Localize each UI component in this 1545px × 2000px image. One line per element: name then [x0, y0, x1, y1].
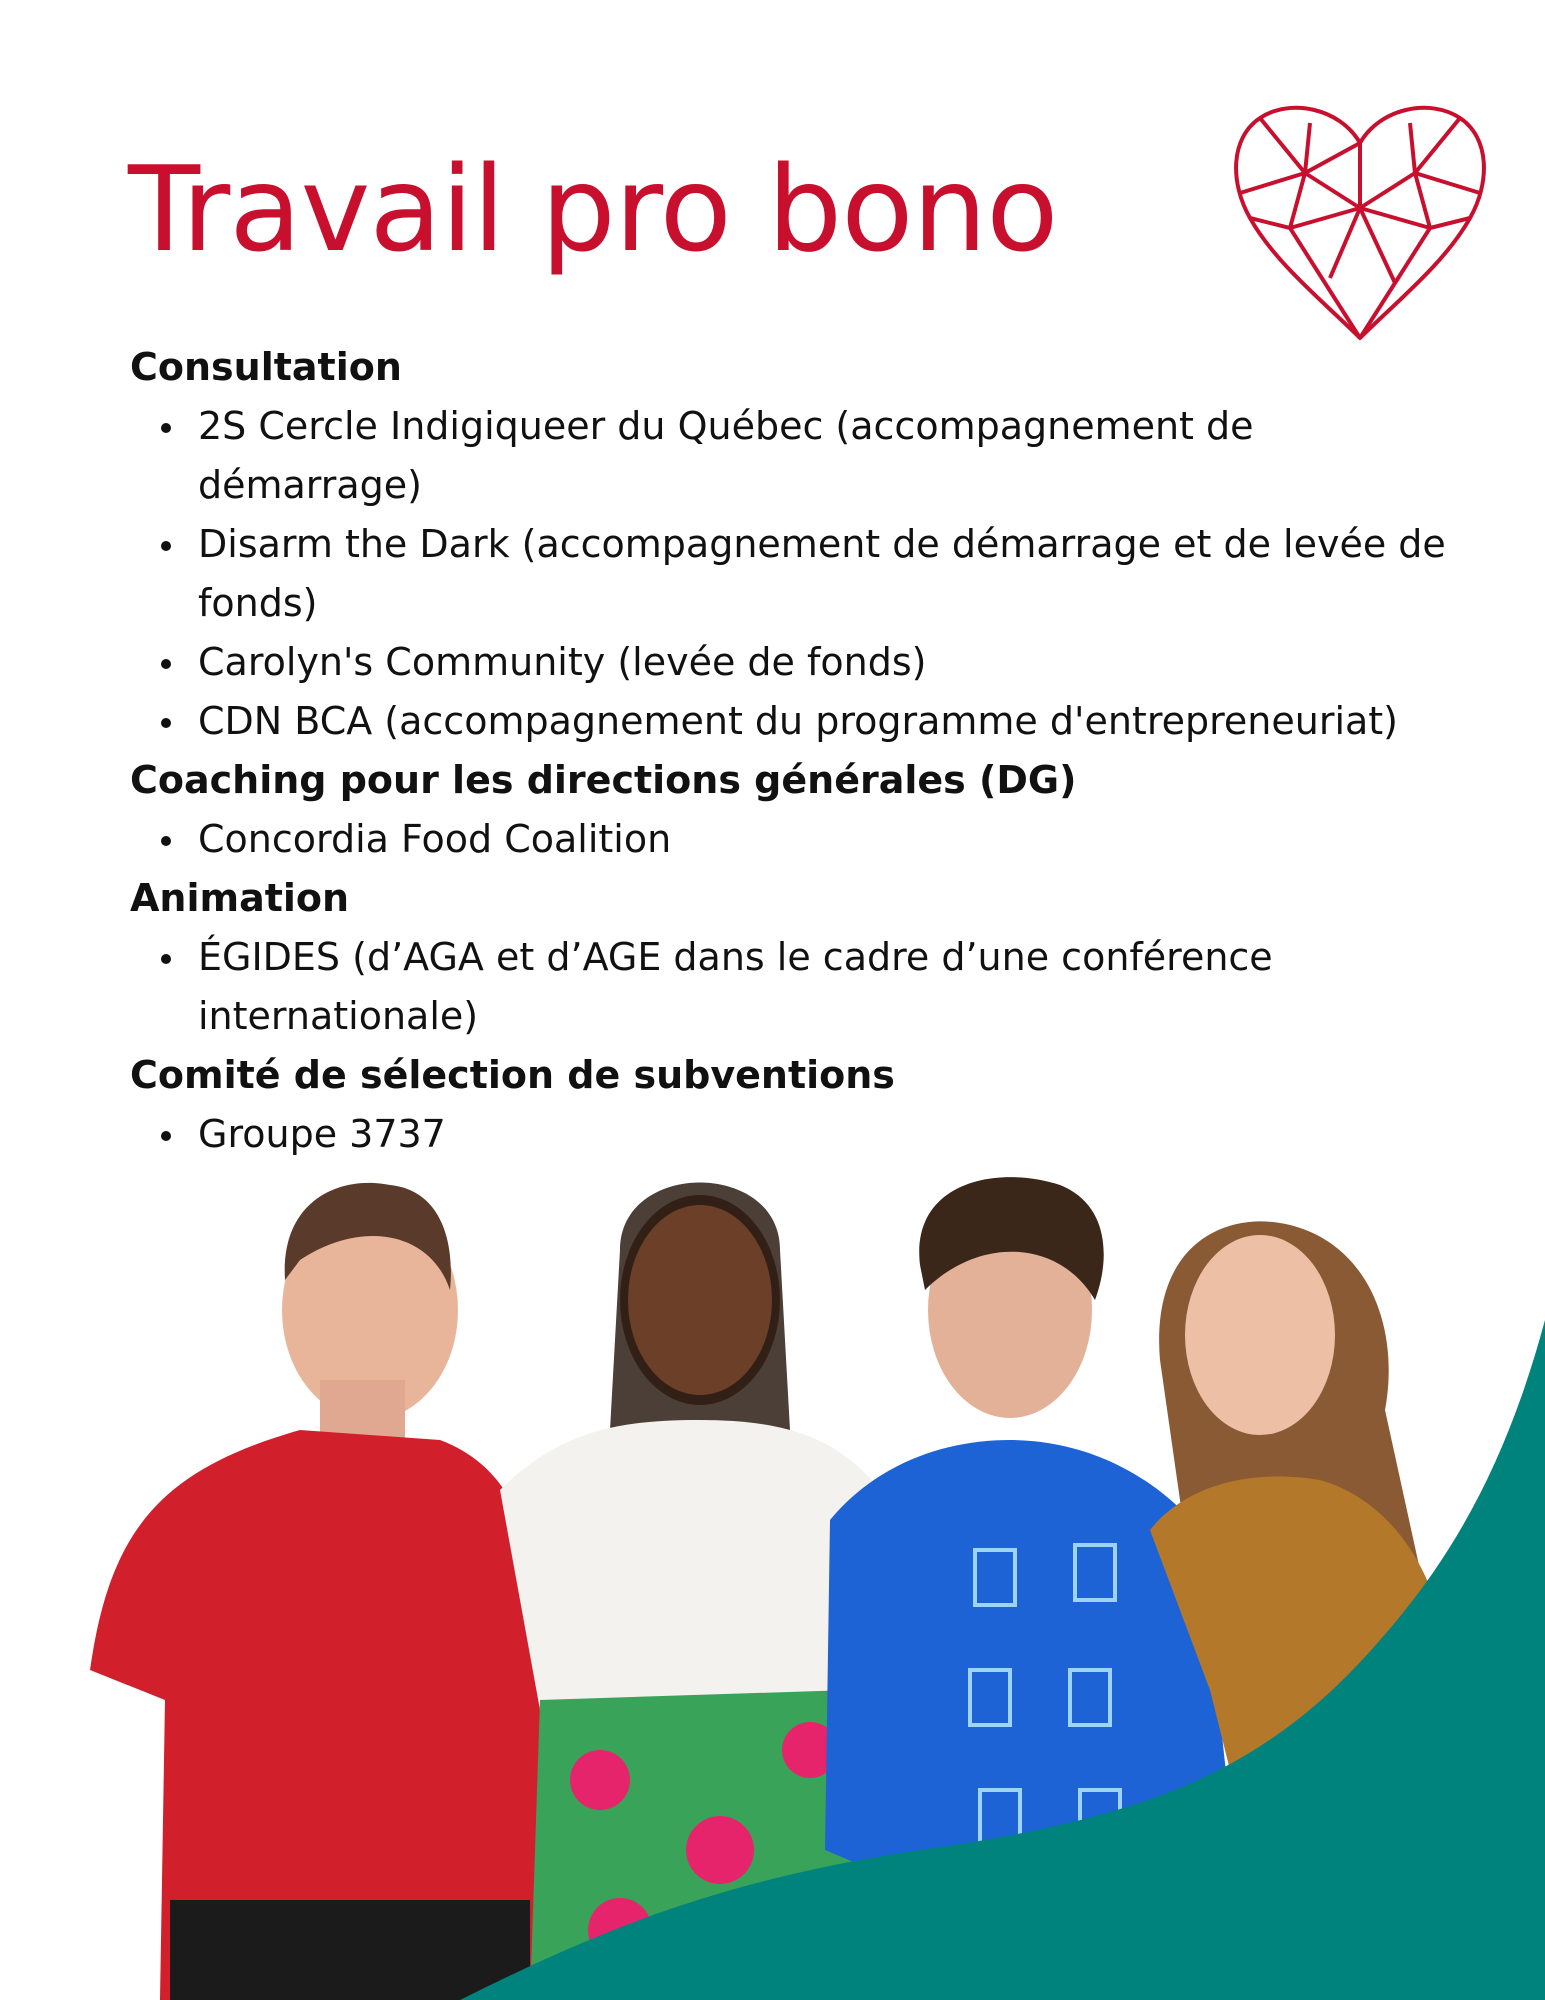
- group-photo: [0, 1050, 1545, 2000]
- list-item: Carolyn's Community (levée de fonds): [198, 633, 1460, 692]
- section-heading-committee: Comité de sélection de subventions: [130, 1053, 895, 1097]
- section-heading-coaching: Coaching pour les directions générales (DG): [130, 758, 1077, 802]
- list-item: CDN BCA (accompagnement du programme d'entrepreneuriat): [198, 692, 1460, 751]
- list-item: Groupe 3737: [198, 1105, 1460, 1164]
- list-item: Concordia Food Coalition: [198, 810, 1460, 869]
- person-white-top: [500, 1183, 880, 2000]
- coaching-list: [130, 810, 1460, 869]
- person-red-shirt: [90, 1183, 545, 2000]
- consultation-list: [130, 397, 1460, 751]
- animation-list: [130, 928, 1460, 1046]
- section-heading-consultation: Consultation: [130, 345, 402, 389]
- list-item: 2S Cercle Indigiqueer du Québec (accompagnement de démarrage): [198, 397, 1460, 515]
- geometric-heart-icon: [1230, 98, 1490, 343]
- pro-bono-list: [130, 338, 1460, 1164]
- list-item: Disarm the Dark (accompagnement de démarrage et de levée de fonds): [198, 515, 1460, 633]
- list-item: ÉGIDES (d’AGA et d’AGE dans le cadre d’une conférence internationale): [198, 928, 1460, 1046]
- page-title: Travail pro bono: [128, 140, 1058, 278]
- section-heading-animation: Animation: [130, 876, 350, 920]
